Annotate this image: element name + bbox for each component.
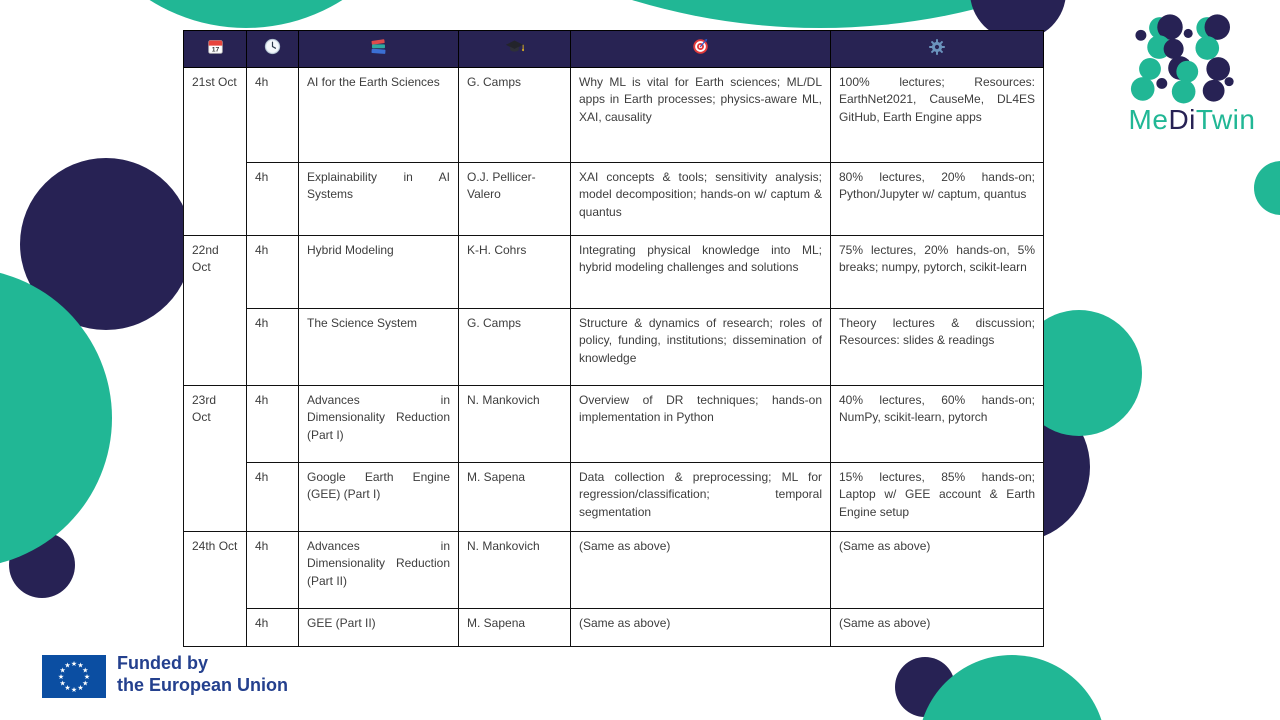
hours-header-cell [247,31,299,68]
description-cell: (Same as above) [571,609,831,647]
date-cell: 21st Oct [184,68,247,236]
svg-text:★: ★ [57,673,65,681]
date-header-cell [184,31,247,68]
svg-text:★: ★ [64,662,71,670]
eu-flag [42,655,106,698]
format-cell: 15% lectures, 85% hands-on; Laptop w/ GEE account & Earth Engine setup [831,463,1044,532]
session-row [184,463,1044,532]
eu-funding-line2: the European Union [117,674,288,695]
topic-cell: Explainability in AI Systems [299,163,459,236]
decorative-circle-top-center [175,0,1280,28]
clock-icon [264,38,281,55]
svg-text:★: ★ [82,667,89,675]
svg-text:★: ★ [59,667,66,675]
svg-text:17: 17 [211,46,219,54]
logo-part-twin: Twin [1195,104,1256,135]
books-icon [369,38,388,56]
session-row [184,532,1044,609]
meditwin-logo-text [1112,104,1272,136]
description-cell: XAI concepts & tools; sensitivity analysis; model decomposition; hands-on w/ captum & quantus [571,163,831,236]
description-cell: Data collection & preprocessing; ML for regression/classification; temporal segmentation [571,463,831,532]
decorative-circle-right-edge-small [1254,161,1280,215]
description-cell: (Same as above) [571,532,831,609]
format-header-cell [831,31,1044,68]
date-cell: 23rd Oct [184,386,247,532]
description-cell: Integrating physical knowledge into ML; hybrid modeling challenges and solutions [571,236,831,309]
logo-part-di: Di [1168,104,1196,135]
svg-text:★: ★ [82,680,89,688]
description-cell: Why ML is vital for Earth sciences; ML/DL apps in Earth processes; physics-aware ML, XAI, causality [571,68,831,163]
calendar-icon [207,38,224,55]
date-cell: 24th Oct [184,532,247,647]
format-cell: 80% lectures, 20% hands-on; Python/Jupyter w/ captum, quantus [831,163,1044,236]
hours-cell: 4h [247,163,299,236]
hours-cell: 4h [247,463,299,532]
session-row [184,236,1044,309]
hours-cell: 4h [247,236,299,309]
hours-cell: 4h [247,309,299,386]
description-cell: Structure & dynamics of research; roles of policy, funding, institutions; dissemination of knowledge [571,309,831,386]
hours-cell: 4h [247,532,299,609]
date-cell: 22nd Oct [184,236,247,386]
instructor-cell: M. Sapena [459,609,571,647]
session-row [184,309,1044,386]
topic-cell: Advances in Dimensionality Reduction (Part II) [299,532,459,609]
topic-cell: Google Earth Engine (GEE) (Part I) [299,463,459,532]
header-row [184,31,1044,68]
topic-header-cell [299,31,459,68]
format-cell: 40% lectures, 60% hands-on; NumPy, scikit-learn, pytorch [831,386,1044,463]
topic-cell: Hybrid Modeling [299,236,459,309]
description-cell: Overview of DR techniques; hands-on implementation in Python [571,386,831,463]
hours-cell: 4h [247,609,299,647]
session-row [184,609,1044,647]
svg-text:★: ★ [77,685,84,693]
topic-cell: GEE (Part II) [299,609,459,647]
target-icon [692,38,709,55]
schedule-body [184,68,1044,647]
eu-funding-line1: Funded by [117,653,208,673]
decorative-circle-bottom-right [918,655,1106,720]
schedule-table [183,30,1044,647]
format-cell: Theory lectures & discussion; Resources: slides & readings [831,309,1044,386]
format-cell: (Same as above) [831,609,1044,647]
hours-cell: 4h [247,386,299,463]
session-row [184,68,1044,163]
format-cell: 75% lectures, 20% hands-on, 5% breaks; numpy, pytorch, scikit-learn [831,236,1044,309]
instructor-cell: M. Sapena [459,463,571,532]
hours-cell: 4h [247,68,299,163]
svg-text:★: ★ [70,660,78,668]
instructor-cell: N. Mankovich [459,532,571,609]
instructor-cell: G. Camps [459,68,571,163]
svg-text:★: ★ [70,686,78,694]
topic-cell: AI for the Earth Sciences [299,68,459,163]
svg-text:★: ★ [83,673,91,681]
instructor-cell: N. Mankovich [459,386,571,463]
format-cell: (Same as above) [831,532,1044,609]
topic-cell: Advances in Dimensionality Reduction (Part I) [299,386,459,463]
session-row [184,386,1044,463]
instructor-cell: G. Camps [459,309,571,386]
format-cell: 100% lectures; Resources: EarthNet2021, CauseMe, DL4ES GitHub, Earth Engine apps [831,68,1044,163]
gear-icon [928,38,946,56]
svg-text:★: ★ [77,662,84,670]
description-header-cell [571,31,831,68]
meditwin-logo-mark [1120,8,1240,108]
svg-text:★: ★ [59,680,66,688]
session-row [184,163,1044,236]
eu-funding-text [117,653,288,697]
topic-cell: The Science System [299,309,459,386]
logo-part-me: Me [1128,104,1169,135]
graduation-cap-icon [505,39,524,54]
svg-text:★: ★ [64,685,71,693]
instructor-cell: O.J. Pellicer-Valero [459,163,571,236]
instructor-header-cell [459,31,571,68]
instructor-cell: K-H. Cohrs [459,236,571,309]
decorative-circle-top-left [66,0,426,28]
